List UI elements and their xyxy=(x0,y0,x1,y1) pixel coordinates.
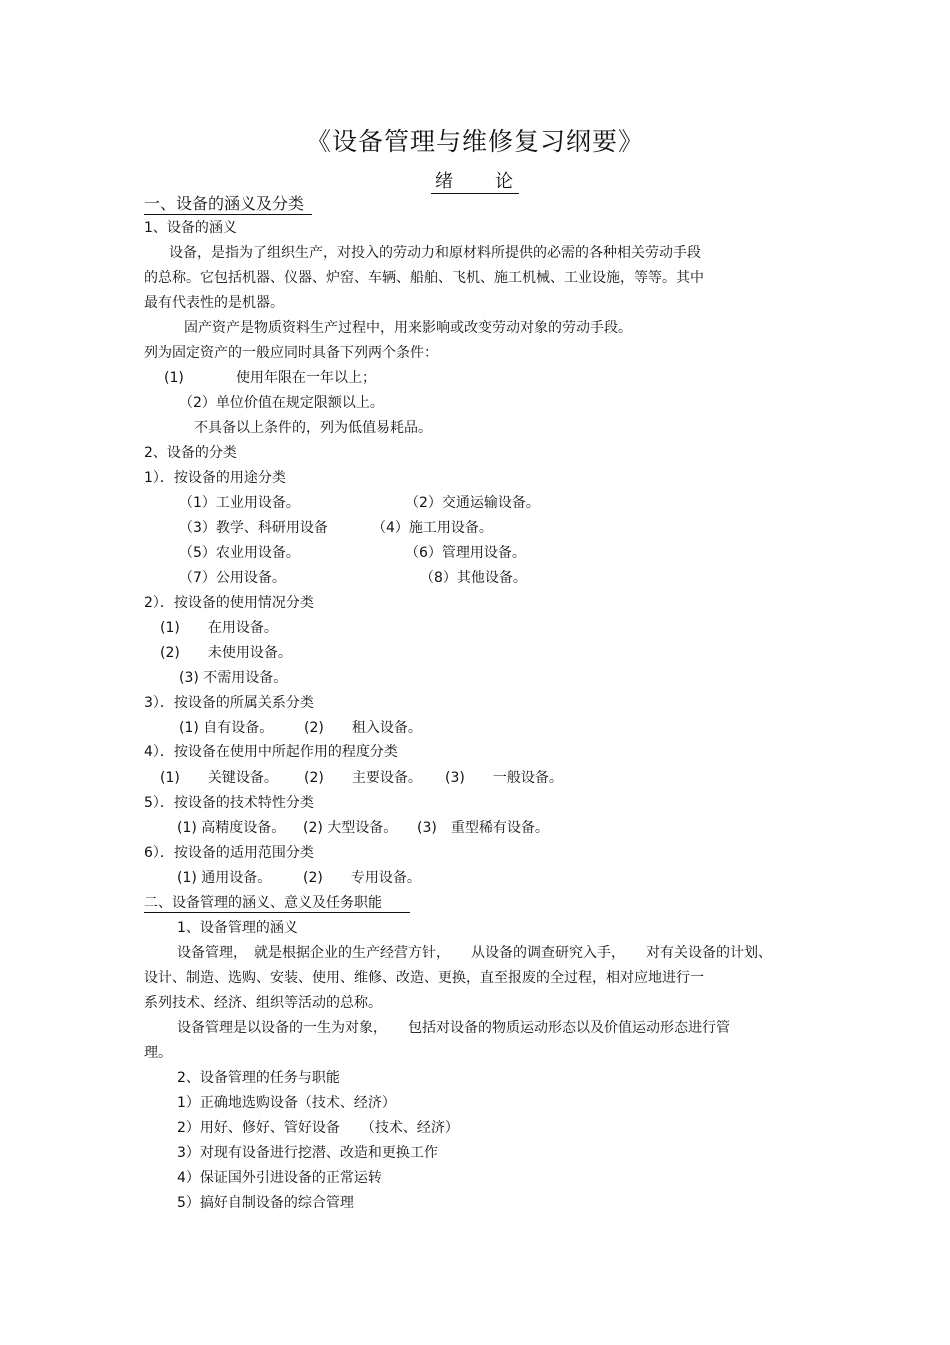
list-item: (2) 租入设备。 xyxy=(304,720,422,736)
list-item: （4）施工用设备。 xyxy=(372,520,493,536)
section-2-heading-text: 二、设备管理的涵义、意义及任务职能 xyxy=(144,895,410,913)
list-item: （7）公用设备。 xyxy=(179,570,286,586)
paragraph-line: 列为固定资产的一般应同时具备下列两个条件： xyxy=(144,345,438,361)
section-2-heading xyxy=(144,894,410,912)
paragraph-line: 设备管理， 就是根据企业的生产经营方针， 从设备的调查研究入手， 对有关设备的计划、 xyxy=(177,945,772,961)
category-6-heading: 6）．按设备的适用范围分类 xyxy=(144,845,314,861)
condition-1-text: 使用年限在一年以上； xyxy=(236,370,376,386)
paragraph-line: 理。 xyxy=(144,1045,172,1061)
list-item: 2）用好、修好、管好设备 （技术、经济） xyxy=(177,1120,459,1136)
list-item: (1) 在用设备。 xyxy=(160,620,278,636)
list-item: (1) 高精度设备。 xyxy=(177,820,286,836)
list-item: (1) 自有设备。 xyxy=(179,720,274,736)
paragraph-line: 的总称。它包括机器、仪器、炉窑、车辆、船舶、飞机、施工机械、工业设施，等等。其中 xyxy=(144,270,704,286)
list-item: (2) 专用设备。 xyxy=(303,870,421,886)
paragraph-line: 设备，是指为了组织生产，对投入的劳动力和原材料所提供的必需的各种相关劳动手段 xyxy=(169,245,701,261)
list-item: (1) 关键设备。 xyxy=(160,770,278,786)
list-item: (3) 重型稀有设备。 xyxy=(417,820,549,836)
subsection-1-1-heading: 1、设备的涵义 xyxy=(144,220,237,236)
document-title: 《设备管理与维修复习纲要》 xyxy=(305,127,644,156)
list-item: （5）农业用设备。 xyxy=(179,545,300,561)
paragraph-line: 设计、制造、选购、安装、使用、维修、改造、更换，直至报废的全过程，相对应地进行一 xyxy=(144,970,704,986)
subsection-2-2-heading: 2、设备管理的任务与职能 xyxy=(177,1070,340,1086)
section-1-heading-text: 一、设备的涵义及分类 xyxy=(144,194,312,215)
subsection-2-1-heading: 1、设备管理的涵义 xyxy=(177,920,298,936)
category-1-heading: 1）．按设备的用途分类 xyxy=(144,470,286,486)
category-2-heading: 2）．按设备的使用情况分类 xyxy=(144,595,314,611)
list-item: 3）对现有设备进行挖潜、改造和更换工作 xyxy=(177,1145,438,1161)
list-item: （1）工业用设备。 xyxy=(179,495,300,511)
list-item: （2）交通运输设备。 xyxy=(405,495,540,511)
condition-1-number: (1) xyxy=(164,370,184,386)
category-4-heading: 4）．按设备在使用中所起作用的程度分类 xyxy=(144,744,398,760)
list-item: 5）搞好自制设备的综合管理 xyxy=(177,1195,354,1211)
list-item: （3）教学、科研用设备 xyxy=(179,520,328,536)
paragraph-line: 系列技术、经济、组织等活动的总称。 xyxy=(144,995,382,1011)
list-item: （6）管理用设备。 xyxy=(405,545,526,561)
list-item: (3) 不需用设备。 xyxy=(179,670,288,686)
section-1-heading xyxy=(144,195,312,213)
list-item: (2) 未使用设备。 xyxy=(160,645,292,661)
paragraph-line: 固产资产是物质资料生产过程中，用来影响或改变劳动对象的劳动手段。 xyxy=(184,320,632,336)
list-item: (2) 主要设备。 xyxy=(304,770,422,786)
chapter-subtitle xyxy=(0,167,950,193)
list-item: (3) 一般设备。 xyxy=(445,770,563,786)
subsection-1-2-heading: 2、设备的分类 xyxy=(144,445,237,461)
list-item: 1）正确地选购设备（技术、经济） xyxy=(177,1095,396,1111)
condition-2: （2）单位价值在规定限额以上。 xyxy=(179,395,384,411)
list-item: (1) 通用设备。 xyxy=(177,870,272,886)
paragraph-line: 不具备以上条件的，列为低值易耗品。 xyxy=(194,420,432,436)
category-5-heading: 5）．按设备的技术特性分类 xyxy=(144,795,314,811)
paragraph-line: 设备管理是以设备的一生为对象， 包括对设备的物质运动形态以及价值运动形态进行管 xyxy=(177,1020,730,1036)
list-item: 4）保证国外引进设备的正常运转 xyxy=(177,1170,382,1186)
paragraph-line: 最有代表性的是机器。 xyxy=(144,295,284,311)
list-item: （8）其他设备。 xyxy=(420,570,527,586)
chapter-subtitle-text: 绪 论 xyxy=(431,171,519,194)
category-3-heading: 3）．按设备的所属关系分类 xyxy=(144,695,314,711)
list-item: (2) 大型设备。 xyxy=(303,820,398,836)
